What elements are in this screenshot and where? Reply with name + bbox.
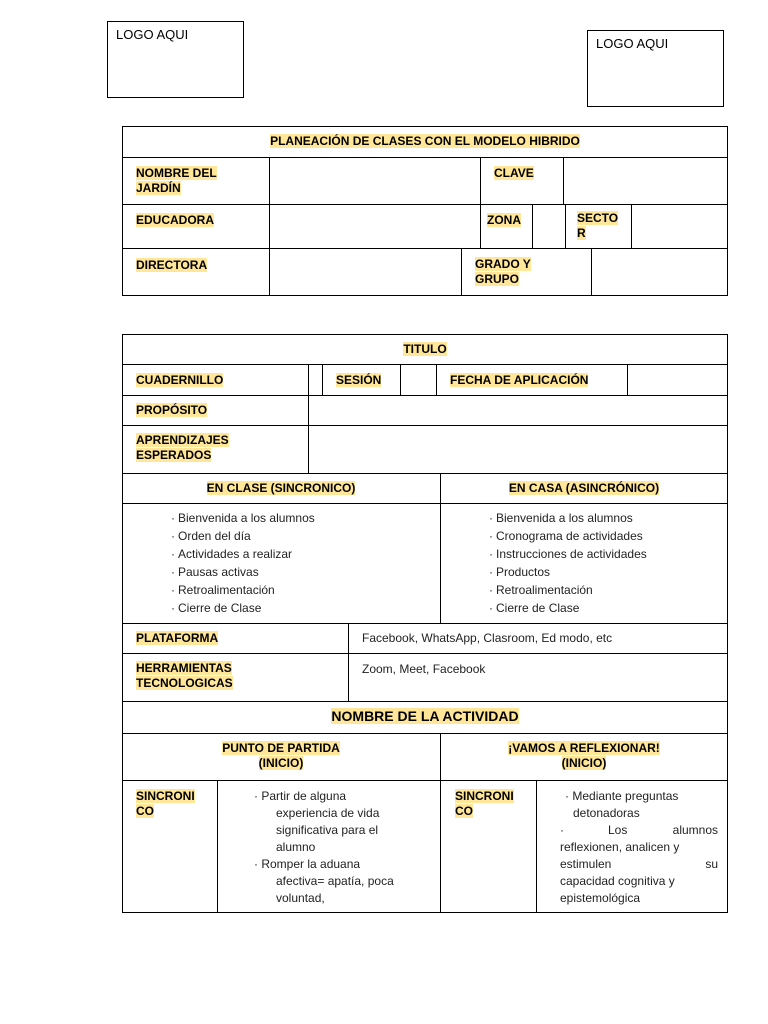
label-sincronico-right: SINCRONI CO [455, 789, 514, 818]
header-title: PLANEACIÓN DE CLASES CON EL MODELO HIBRIDO [270, 134, 580, 148]
label-directora: DIRECTORA [136, 258, 208, 272]
list-item: · Cierre de Clase [171, 599, 315, 617]
list-item: · Partir de alguna [254, 789, 347, 803]
list-en-casa [489, 509, 647, 617]
label-nombre-jardin: NOMBRE DEL JARDÍN [136, 166, 217, 195]
list-item: · Cronograma de actividades [489, 527, 647, 545]
label-grado-grupo: GRADO Y GRUPO [475, 257, 531, 286]
header-en-casa: EN CASA (ASINCRÓNICO) [508, 481, 660, 495]
label-sesion: SESIÓN [336, 373, 382, 387]
label-cuadernillo: CUADERNILLO [136, 373, 224, 387]
list-item: · Los alumnos [560, 823, 718, 837]
label-sincronico-left: SINCRONI CO [136, 789, 195, 818]
list-en-clase [171, 509, 315, 617]
list-item: · Orden del día [171, 527, 315, 545]
label-sector: SECTO R [577, 211, 619, 240]
header-en-clase: EN CLASE (SINCRONICO) [206, 481, 356, 495]
list-item: · Pausas activas [171, 563, 315, 581]
label-zona: ZONA [487, 213, 521, 227]
label-proposito: PROPÓSITO [136, 403, 208, 417]
list-item: · Retroalimentación [489, 581, 647, 599]
label-fecha-aplicacion: FECHA DE APLICACIÓN [450, 373, 589, 387]
plataforma-value: Facebook, WhatsApp, Clasroom, Ed modo, etc [362, 631, 613, 645]
list-item: · Romper la aduana [254, 857, 361, 871]
punto-partida-content: · Partir de alguna experiencia de vida significativa para el alumno · Romper la aduana afectiva= apatía, poca voluntad, [254, 788, 434, 907]
list-item: · Bienvenida a los alumnos [489, 509, 647, 527]
reflexionar-content: · Mediante preguntas detonadoras · Los alumnos reflexionen, analicen y estimulen su capacidad cognitiva y epistemológica [560, 789, 718, 905]
list-item: · Instrucciones de actividades [489, 545, 647, 563]
header-punto-partida: PUNTO DE PARTIDA (INICIO) [222, 741, 340, 770]
label-clave: CLAVE [494, 166, 534, 180]
list-item: · Retroalimentación [171, 581, 315, 599]
list-item: · Actividades a realizar [171, 545, 315, 563]
list-item: · Cierre de Clase [489, 599, 647, 617]
list-item: · Productos [489, 563, 647, 581]
label-educadora: EDUCADORA [136, 213, 214, 227]
herramientas-value: Zoom, Meet, Facebook [362, 662, 486, 676]
logo-left-text: LOGO AQUI [116, 27, 189, 42]
list-item: · Mediante preguntas [565, 789, 679, 803]
logo-placeholder-right [587, 30, 724, 107]
label-plataforma: PLATAFORMA [136, 631, 219, 645]
label-herramientas: HERRAMIENTAS TECNOLOGICAS [136, 661, 233, 690]
logo-placeholder-left [107, 21, 244, 98]
header-vamos-reflexionar: ¡VAMOS A REFLEXIONAR! (INICIO) [508, 741, 660, 770]
logo-right-text: LOGO AQUI [596, 36, 669, 51]
list-item: · Bienvenida a los alumnos [171, 509, 315, 527]
nombre-actividad-heading: NOMBRE DE LA ACTIVIDAD [331, 708, 519, 724]
label-aprendizajes: APRENDIZAJES ESPERADOS [136, 433, 229, 462]
main-title: TITULO [403, 342, 447, 356]
header-table [122, 126, 728, 296]
